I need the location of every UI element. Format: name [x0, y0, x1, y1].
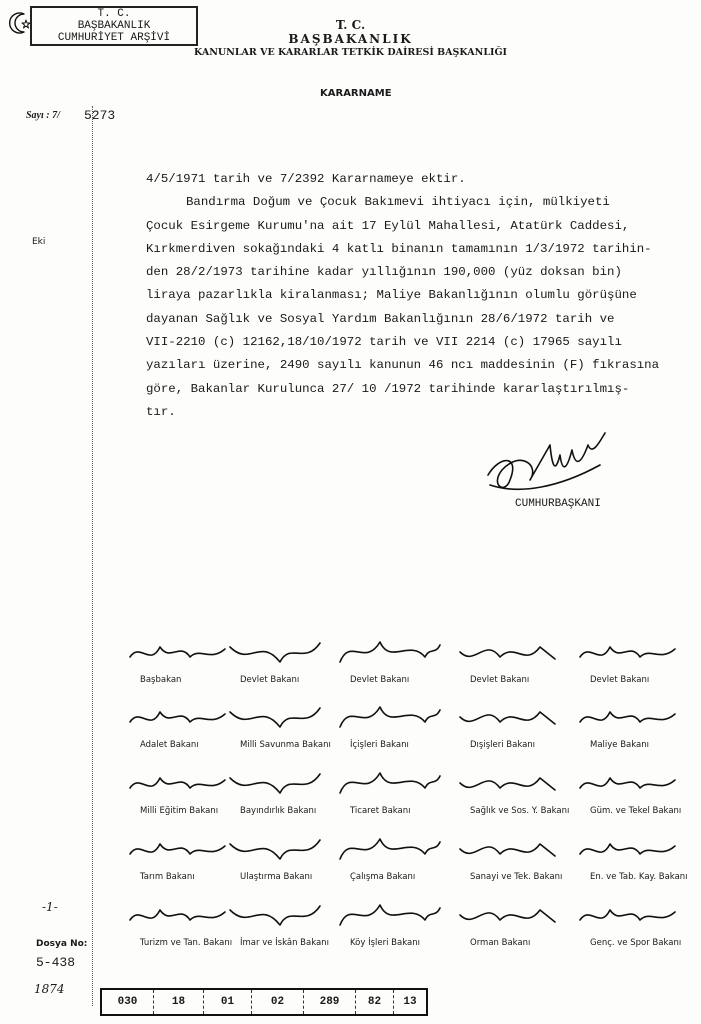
sayi-label: Sayı : 7/ — [26, 110, 60, 121]
minister-label: Turizm ve Tan. Bakanı — [140, 938, 233, 948]
minister-label: Ticaret Bakanı — [350, 806, 411, 816]
body-line: Çocuk Esirgeme Kurumu'na ait 17 Eylül Mahallesi, Atatürk Caddesi, — [146, 218, 630, 233]
stamp-line-3: CUMHURİYET ARŞİVİ — [57, 32, 171, 44]
body-line: dayanan Sağlık ve Sosyal Yardım Bakanlığının 28/6/1972 tarih ve — [146, 311, 615, 326]
minister-signature — [230, 834, 330, 866]
minister-signature — [230, 900, 330, 932]
strip-cell: 01 — [204, 990, 252, 1014]
minister-signature — [230, 637, 330, 669]
body-line: 4/5/1971 tarih ve 7/2392 Kararnameye ektir. — [146, 172, 466, 186]
margin-mark: -1- — [42, 900, 58, 914]
minister-signature — [580, 637, 680, 669]
president-label: CUMHURBAŞKANI — [515, 498, 601, 510]
stamp-line-1: T. C. — [97, 8, 131, 20]
minister-signature — [130, 637, 230, 669]
minister-label: Orman Bakanı — [470, 938, 531, 948]
minister-signature — [340, 702, 440, 734]
minister-label: Bayındırlık Bakanı — [240, 806, 317, 816]
minister-signature — [130, 900, 230, 932]
minister-signature — [340, 900, 440, 932]
minister-signature — [130, 702, 230, 734]
minister-signature — [460, 768, 560, 800]
minister-signature — [340, 834, 440, 866]
sayi-number: 5273 — [84, 108, 116, 123]
minister-signature — [230, 768, 330, 800]
body-line: yazıları üzerine, 2490 sayılı kanunun 46 ncı maddesinin (F) fıkrasına — [146, 358, 660, 373]
minister-label: İçişleri Bakanı — [350, 740, 409, 750]
strip-cell: 18 — [154, 990, 204, 1014]
strip-cell: 82 — [356, 990, 394, 1014]
minister-label: Çalışma Bakanı — [350, 872, 416, 882]
strip-cell: 13 — [403, 996, 417, 1008]
body-line: göre, Bakanlar Kurulunca 27/ 10 /1972 tarihinde kararlaştırılmış- — [146, 381, 630, 396]
body-line: den 28/2/1973 tarihine kadar yıllığının 190,000 (yüz doksan bin) — [146, 265, 622, 280]
margin-line — [92, 106, 93, 1006]
decree-body — [146, 168, 676, 424]
minister-label: Güm. ve Tekel Bakanı — [590, 806, 682, 816]
minister-label: Devlet Bakanı — [350, 675, 410, 685]
minister-signature — [230, 702, 330, 734]
minister-label: Milli Eğitim Bakanı — [140, 806, 219, 816]
dosya-label: Dosya No: — [36, 939, 88, 949]
minister-signature — [460, 900, 560, 932]
minister-signature — [460, 637, 560, 669]
strip-cell: 289 — [304, 990, 356, 1014]
minister-label: Sağlık ve Sos. Y. Bakanı — [470, 806, 570, 816]
body-line: VII-2210 (c) 12162,18/10/1972 tarih ve VII 2214 (c) 17965 sayılı — [146, 335, 622, 350]
minister-signature — [580, 834, 680, 866]
minister-label: Adalet Bakanı — [140, 740, 199, 750]
minister-signature — [460, 702, 560, 734]
minister-signature — [580, 900, 680, 932]
minister-label: İmar ve İskân Bakanı — [240, 938, 329, 948]
minister-signature — [580, 768, 680, 800]
minister-signature — [580, 702, 680, 734]
minister-signature — [130, 768, 230, 800]
body-line: Kırkmerdiven sokağındaki 4 katlı binanın tamamının 1/3/1972 tarihin- — [146, 241, 652, 256]
president-signature — [480, 425, 610, 505]
header-basbakanlik: BAŞBAKANLIK — [288, 32, 413, 46]
strip-cell: 030 — [102, 990, 154, 1014]
minister-label: Maliye Bakanı — [590, 740, 649, 750]
body-line: liraya pazarlıkla kiralanması; Maliye Bakanlığının olumlu görüşüne — [146, 288, 637, 303]
minister-label: Genç. ve Spor Bakanı — [590, 938, 682, 948]
minister-signature — [340, 637, 440, 669]
minister-label: Başbakan — [140, 675, 182, 685]
header-department: KANUNLAR VE KARARLAR TETKİK DAİRESİ BAŞKANLIĞI — [193, 47, 508, 58]
minister-label: Milli Savunma Bakanı — [240, 740, 331, 750]
minister-label: Ulaştırma Bakanı — [240, 872, 313, 882]
minister-label: Köy İşleri Bakanı — [350, 938, 420, 948]
minister-label: Tarım Bakanı — [140, 872, 195, 882]
document-title: KARARNAME — [320, 88, 392, 99]
minister-label: Devlet Bakanı — [590, 675, 650, 685]
dosya-handwritten: 1874 — [34, 982, 65, 996]
minister-signature — [460, 834, 560, 866]
minister-signature — [340, 768, 440, 800]
minister-label: Sanayi ve Tek. Bakanı — [470, 872, 563, 882]
minister-label: En. ve Tab. Kay. Bakanı — [590, 872, 688, 882]
header-tc: T. C. — [335, 18, 366, 32]
stamp-line-2: BAŞBAKANLIK — [77, 20, 151, 32]
archive-reference-strip — [100, 988, 428, 1016]
dosya-number: 5-438 — [36, 955, 76, 970]
strip-cell: 02 — [252, 990, 304, 1014]
minister-signature — [130, 834, 230, 866]
minister-label: Devlet Bakanı — [470, 675, 530, 685]
body-line: tır. — [146, 404, 176, 419]
eki-label: Eki — [32, 237, 46, 247]
body-line: Bandırma Doğum ve Çocuk Bakımevi ihtiyacı için, mülkiyeti — [186, 195, 610, 210]
minister-label: Dışişleri Bakanı — [470, 740, 536, 750]
minister-label: Devlet Bakanı — [240, 675, 300, 685]
